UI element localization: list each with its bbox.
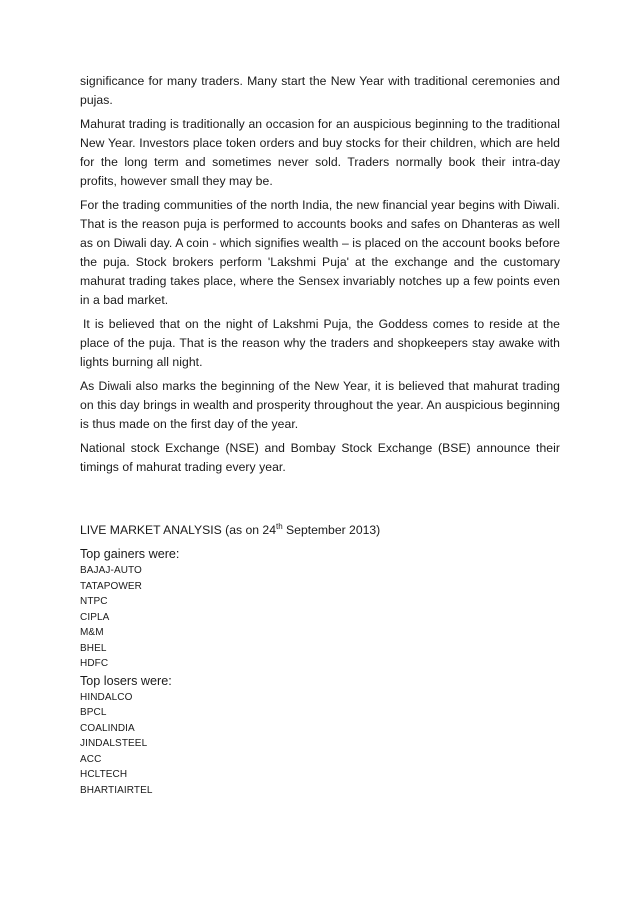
heading-text-start: LIVE MARKET ANALYSIS (as on 24 [80, 523, 276, 537]
paragraph-lakshmi-puja: It is believed that on the night of Lakshmi Puja, the Goddess comes to reside at the place of the puja. That is the reason why the traders and shopkeepers stay awake with lights burning all night. [80, 317, 560, 369]
top-losers-list [80, 690, 560, 799]
list-item: BHARTIAIRTEL [80, 784, 153, 796]
paragraph-mahurat-trading: Mahurat trading is traditionally an occasion for an auspicious beginning to the traditional New Year. Investors place token orders and buy stocks for their children, which are held for the long term and sometimes never sold. Traders normally book their intra-day profits, however small they may be. [80, 117, 560, 188]
list-item: BAJAJ-AUTO [80, 565, 142, 576]
list-item: JINDALSTEEL [80, 738, 148, 749]
list-item: TATAPOWER [80, 580, 143, 592]
heading-ordinal-suffix: th [276, 521, 283, 531]
section-spacer [80, 482, 560, 521]
list-item: BPCL [80, 707, 107, 718]
paragraph-significance: significance for many traders. Many start the New Year with traditional ceremonies and pujas. [80, 74, 560, 107]
list-item: HCLTECH [80, 769, 128, 780]
list-item: M&M [80, 627, 104, 638]
list-item: HDFC [80, 658, 109, 669]
list-item: BHEL [80, 642, 107, 654]
paragraph-trading-communities: For the trading communities of the north India, the new financial year begins with Diwali. That is the reason puja is performed to accounts books and safes on Dhanteras as well as on Diwali day. A coin - which signifies wealth – is placed on the account books before the puja. Stock brokers perform 'Lakshmi Puja' at the exchange and the customary mahurat trading takes place, where the Sensex invariably notches up a few points even in a bad market. [80, 198, 560, 307]
paragraph-diwali-new-year: As Diwali also marks the beginning of the New Year, it is believed that mahurat trading on this day brings in wealth and prosperity throughout the year. An auspicious beginning is thus made on the first day of the year. [80, 379, 560, 431]
list-item: ACC [80, 753, 102, 765]
list-item: HINDALCO [80, 691, 133, 703]
top-gainers-heading: Top gainers were: [80, 547, 180, 561]
list-item: NTPC [80, 596, 108, 607]
top-losers-heading: Top losers were: [80, 673, 172, 688]
heading-text-end: September 2013) [282, 523, 381, 537]
list-item: CIPLA [80, 611, 110, 623]
live-market-analysis-heading [80, 521, 560, 540]
list-item: COALINDIA [80, 722, 135, 734]
top-gainers-list [80, 563, 560, 672]
paragraph-nse-bse: National stock Exchange (NSE) and Bombay Stock Exchange (BSE) announce their timings of mahurat trading every year. [80, 441, 560, 474]
page-content [80, 72, 560, 798]
